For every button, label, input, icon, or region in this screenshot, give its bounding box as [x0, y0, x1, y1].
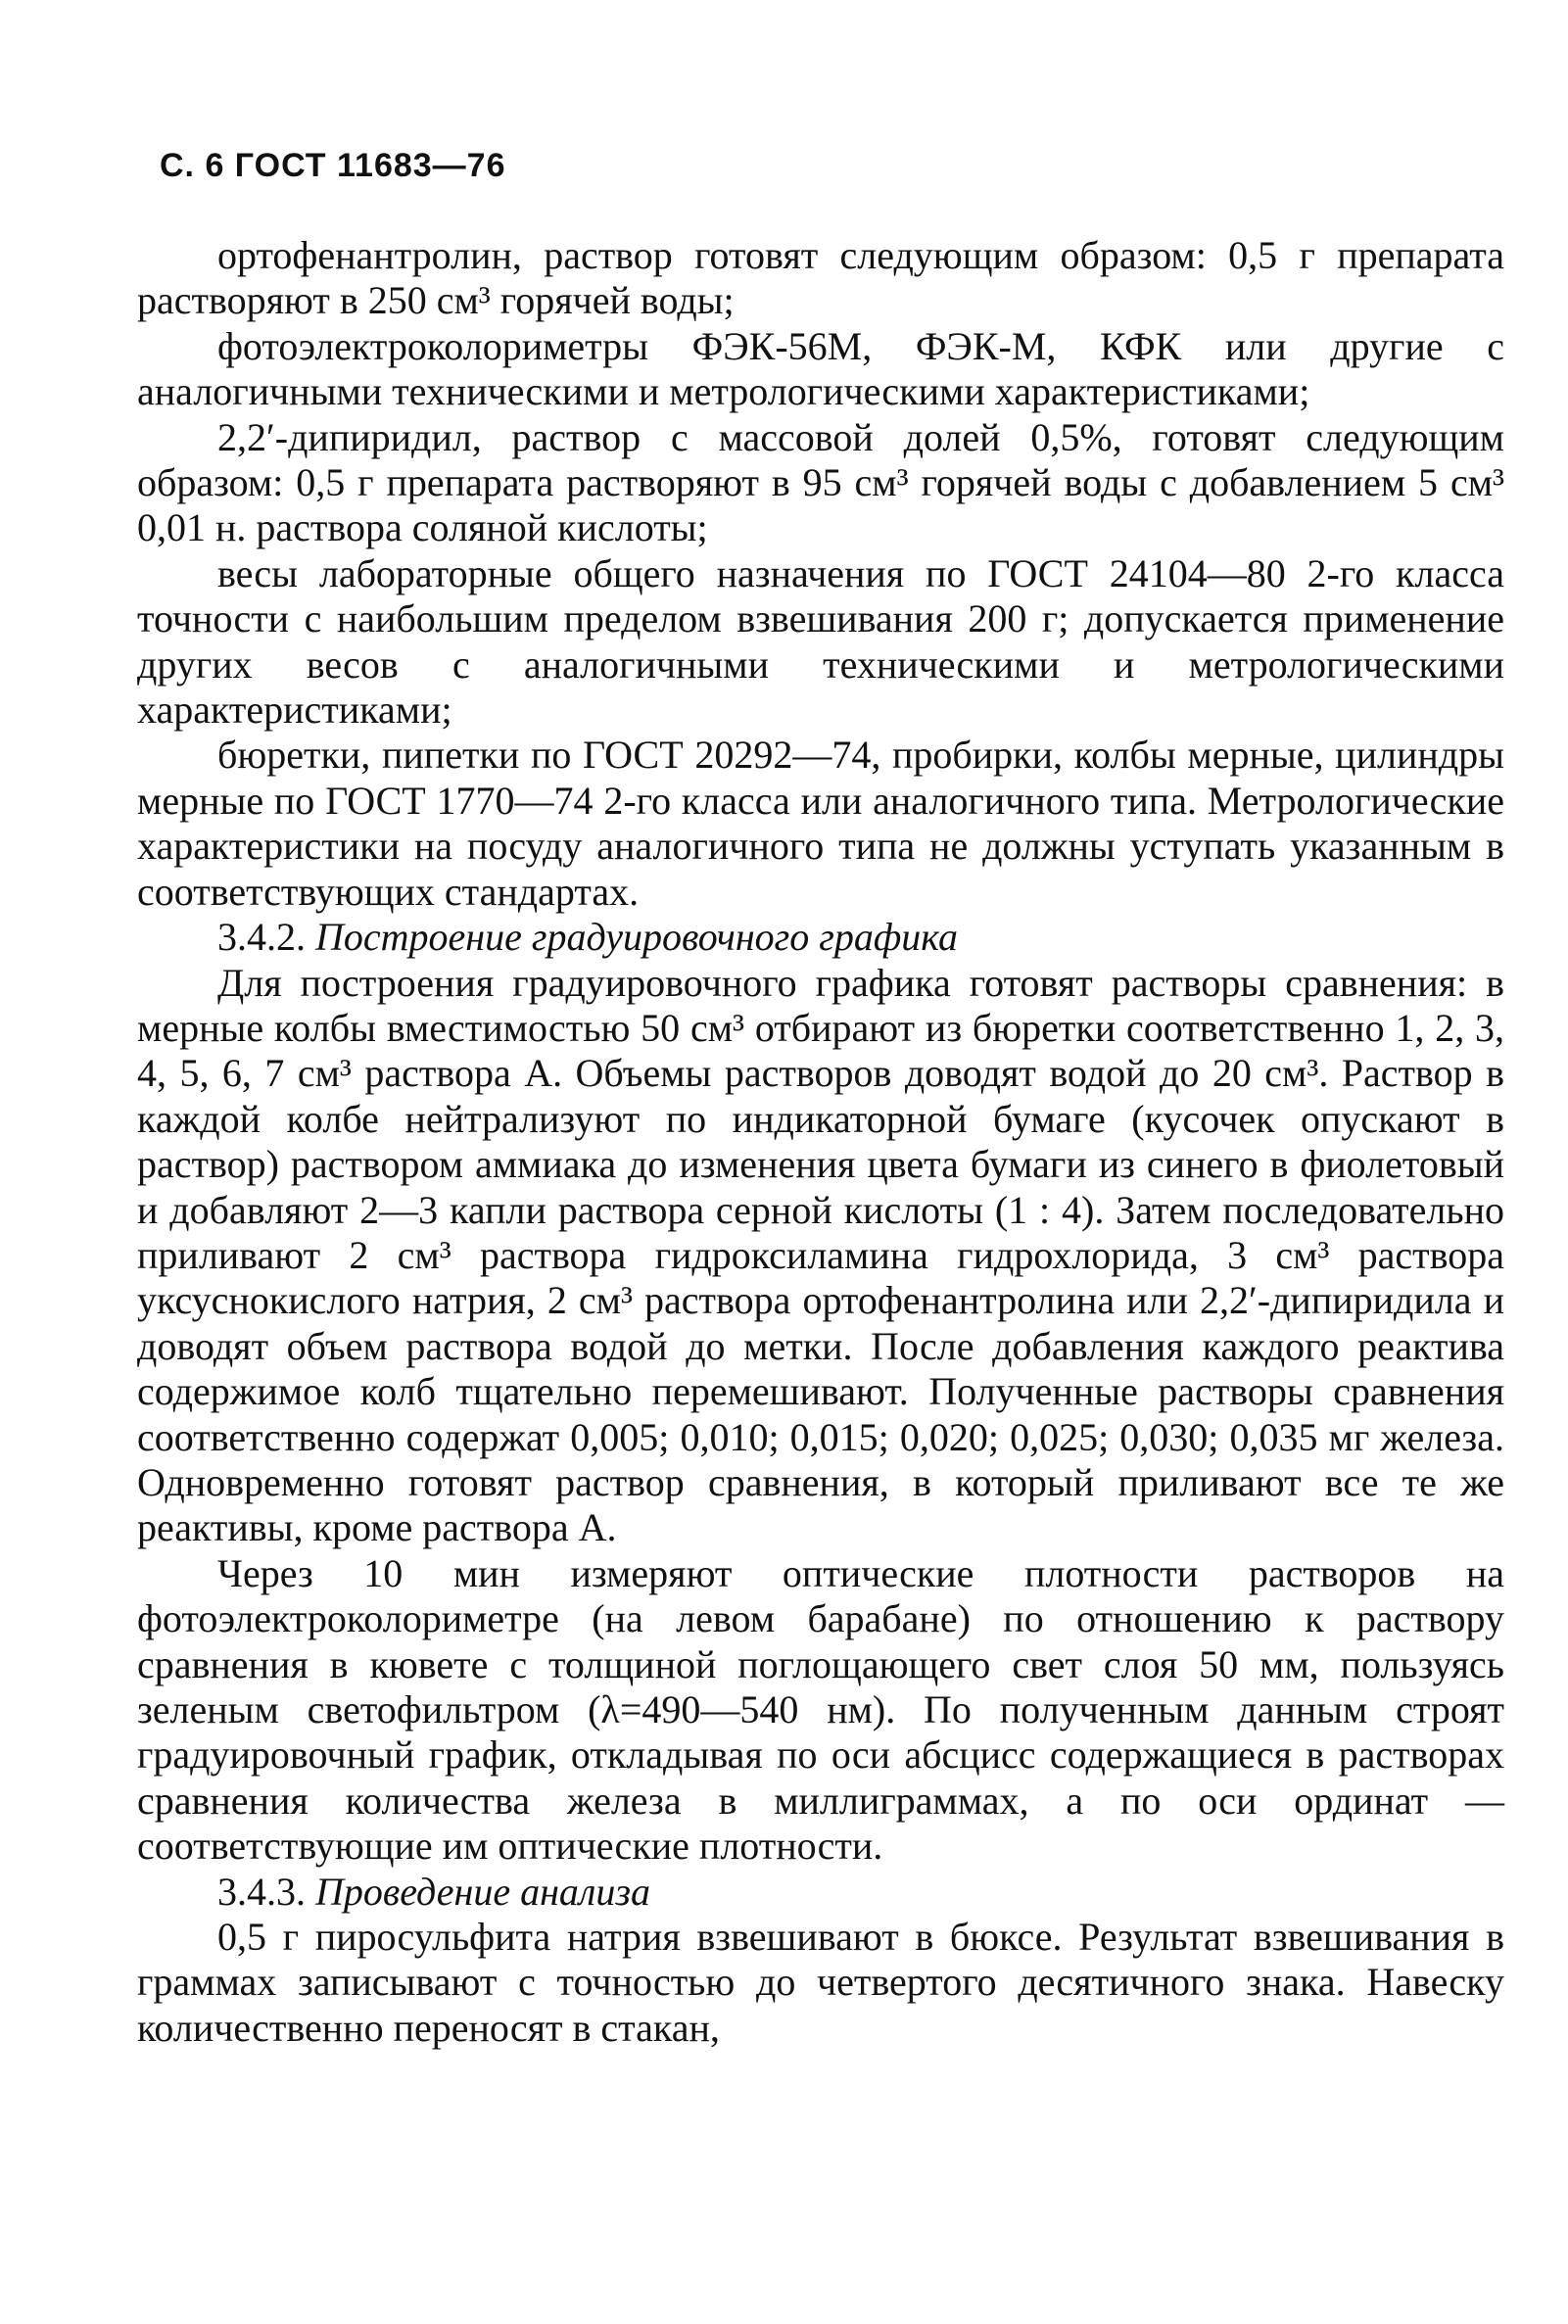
paragraph-glassware: бюретки, пипетки по ГОСТ 20292—74, пробирки, колбы мерные, цилиндры мерные по ГОСТ 1770—74 2-го класса или аналогичного типа. Метрологические характеристики на посуду аналогичного типа не должны уступать указанным в соответствующих стандартах.: [137, 733, 1504, 914]
paragraph-laboratory-scales: весы лабораторные общего назначения по ГОСТ 24104—80 2-го класса точности с наибольшим пределом взвешивания 200 г; допускается применение других весов с аналогичными техническими и метрологическими характеристиками;: [137, 550, 1504, 733]
document-body: [137, 233, 1504, 2051]
section-heading-3-4-2: [137, 915, 1504, 960]
paragraph-analysis-procedure: 0,5 г пиросульфита натрия взвешивают в бюксе. Результат взвешивания в граммах записывают с точностью до четвертого десятичного знака. Навеску количественно переносят в стакан,: [137, 1915, 1504, 2050]
section-title-3-4-2: Построение градуировочного графика: [315, 915, 958, 960]
section-title-3-4-3: Проведение анализа: [315, 1869, 650, 1914]
paragraph-optical-density-measurement: Через 10 мин измеряют оптические плотности растворов на фотоэлектроколориметре (на левом барабане) по отношению к раствору сравнения в кювете с толщиной поглощающего свет слоя 50 мм, пользуясь зеленым светофильтром (λ=490—540 нм). По полученным данным строят градуировочный график, откладывая по оси абсцисс содержащиеся в растворах сравнения количества железа в миллиграммах, а по оси ординат — соответствующие им оптические плотности.: [137, 1550, 1504, 1869]
paragraph-photocolorimeters: фотоэлектроколориметры ФЭК-56М, ФЭК-М, КФК или другие с аналогичными техническими и метрологическими характеристиками;: [137, 323, 1504, 414]
section-number-3-4-3: 3.4.3.: [217, 1869, 306, 1914]
page-header: С. 6 ГОСТ 11683—76: [160, 147, 506, 184]
section-number-3-4-2: 3.4.2.: [217, 915, 306, 960]
paragraph-reagent-orthophenanthroline: ортофенантролин, раствор готовят следующим образом: 0,5 г препарата растворяют в 250 см³ горячей воды;: [137, 233, 1504, 323]
paragraph-calibration-solutions: Для построения градуировочного графика готовят растворы сравнения: в мерные колбы вместимостью 50 см³ отбирают из бюретки соответственно 1, 2, 3, 4, 5, 6, 7 см³ раствора А. Объемы растворов доводят водой до 20 см³. Раствор в каждой колбе нейтрализуют по индикаторной бумаге (кусочек опускают в раствор) раствором аммиака до изменения цвета бумаги из синего в фиолетовый и добавляют 2—3 капли раствора серной кислоты (1 : 4). Затем последовательно приливают 2 см³ раствора гидроксиламина гидрохлорида, 3 см³ раствора уксуснокислого натрия, 2 см³ раствора ортофенантролина или 2,2′-дипиридила и доводят объем раствора водой до метки. После добавления каждого реактива содержимое колб тщательно перемешивают. Полученные растворы сравнения соответственно содержат 0,005; 0,010; 0,015; 0,020; 0,025; 0,030; 0,035 мг железа. Одновременно готовят раствор сравнения, в который приливают все те же реактивы, кроме раствора А.: [137, 960, 1504, 1550]
paragraph-reagent-dipyridyl: 2,2′-дипиридил, раствор с массовой долей 0,5%, готовят следующим образом: 0,5 г препарата растворяют в 95 см³ горячей воды с добавлением 5 см³ 0,01 н. раствора соляной кислоты;: [137, 414, 1504, 550]
section-heading-3-4-3: [137, 1870, 1504, 1915]
